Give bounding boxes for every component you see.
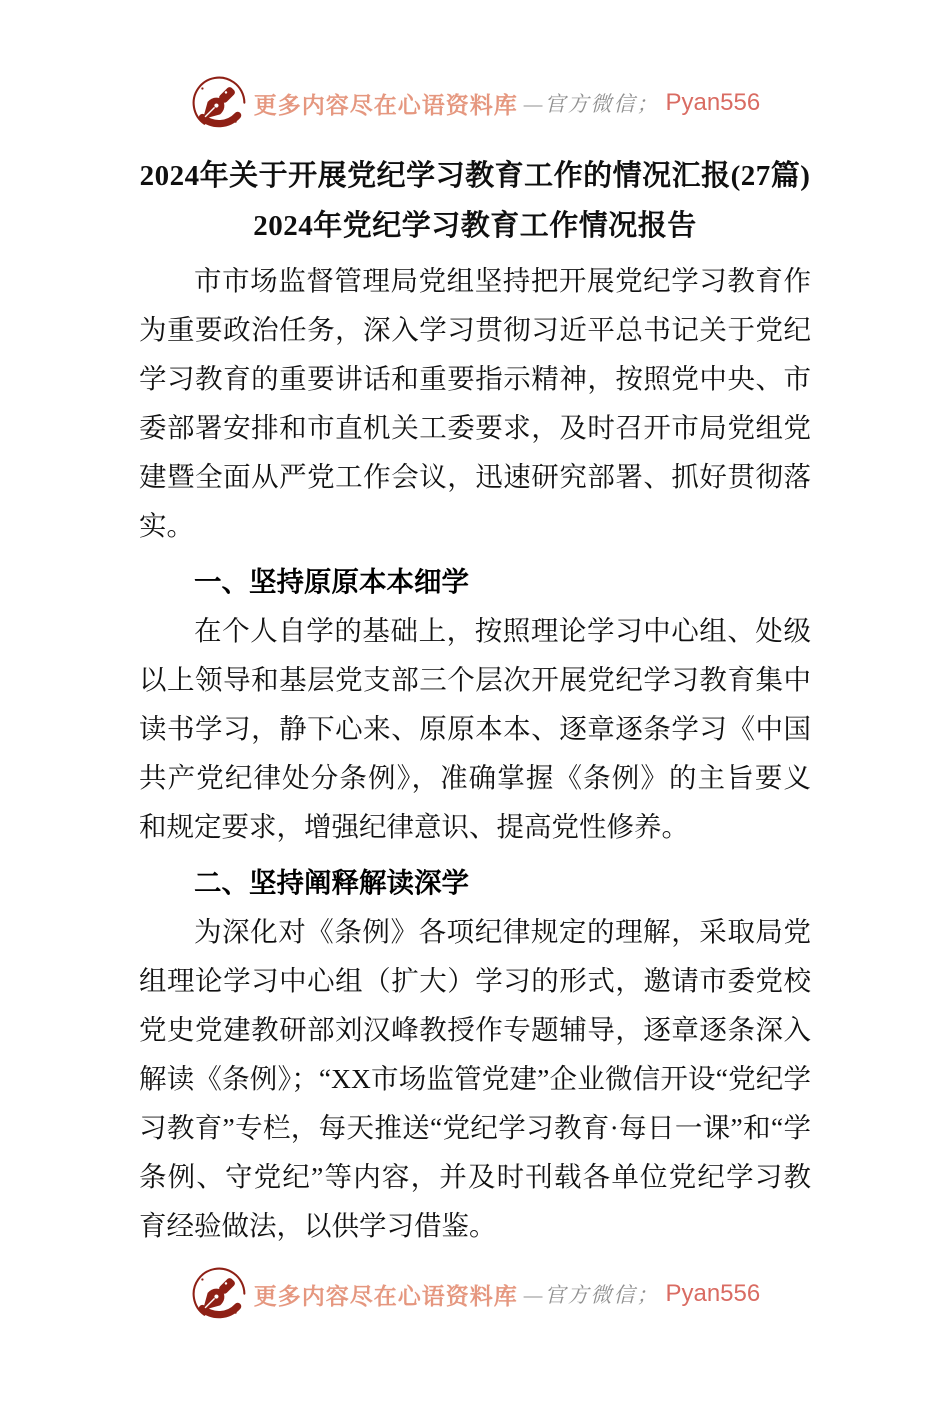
document-body <box>139 256 811 1250</box>
paragraph-section-1: 在个人自学的基础上，按照理论学习中心组、处级以上领导和基层党支部三个层次开展党纪学习教育集中读书学习，静下心来、原原本本、逐章逐条学习《中国共产党纪律处分条例》，准确掌握《条例》的主旨要义和规定要求，增强纪律意识、提高党性修养。 <box>139 615 811 842</box>
wechat-label: —官方微信； <box>523 1283 660 1307</box>
paragraph-overview: 市市场监督管理局党组坚持把开展党纪学习教育作为重要政治任务，深入学习贯彻习近平总书记关于党纪学习教育的重要讲话和重要指示精神，按照党中央、市委部署安排和市直机关工委要求，及时召开市局党组党建暨全面从严党工作会议，迅速研究部署、抓好贯彻落实。 <box>139 265 811 541</box>
wechat-id: Pyan556 <box>665 1280 761 1307</box>
document-page <box>0 72 950 1416</box>
document-title: 2024年关于开展党纪学习教育工作的情况汇报(27篇) <box>139 160 811 192</box>
brand-text: 更多内容尽在心语资料库 <box>253 92 518 118</box>
pen-logo-icon <box>190 74 248 132</box>
document-subtitle: 2024年党纪学习教育工作情况报告 <box>253 210 697 242</box>
section-heading-2: 二、坚持阐释解读深学 <box>194 867 469 898</box>
wechat-label: —官方微信； <box>523 92 660 116</box>
section-heading-1: 一、坚持原原本本细学 <box>194 566 469 597</box>
paragraph-section-2: 为深化对《条例》各项纪律规定的理解，采取局党组理论学习中心组（扩大）学习的形式，邀请市委党校党史党建教研部刘汉峰教授作专题辅导，逐章逐条深入解读《条例》；“XX市场监管党建”企业微信开设“党纪学习教育”专栏，每天推送“党纪学习教育·每日一课”和“学条例、守党纪”等内容，并及时刊载各单位党纪学习教育经验做法，以供学习借鉴。 <box>139 916 811 1241</box>
pen-logo-icon <box>190 1265 248 1323</box>
document-content <box>139 159 811 1250</box>
brand-text: 更多内容尽在心语资料库 <box>253 1283 518 1309</box>
wechat-id: Pyan556 <box>665 89 761 116</box>
footer-brand <box>0 1263 950 1325</box>
header-brand <box>0 72 950 134</box>
